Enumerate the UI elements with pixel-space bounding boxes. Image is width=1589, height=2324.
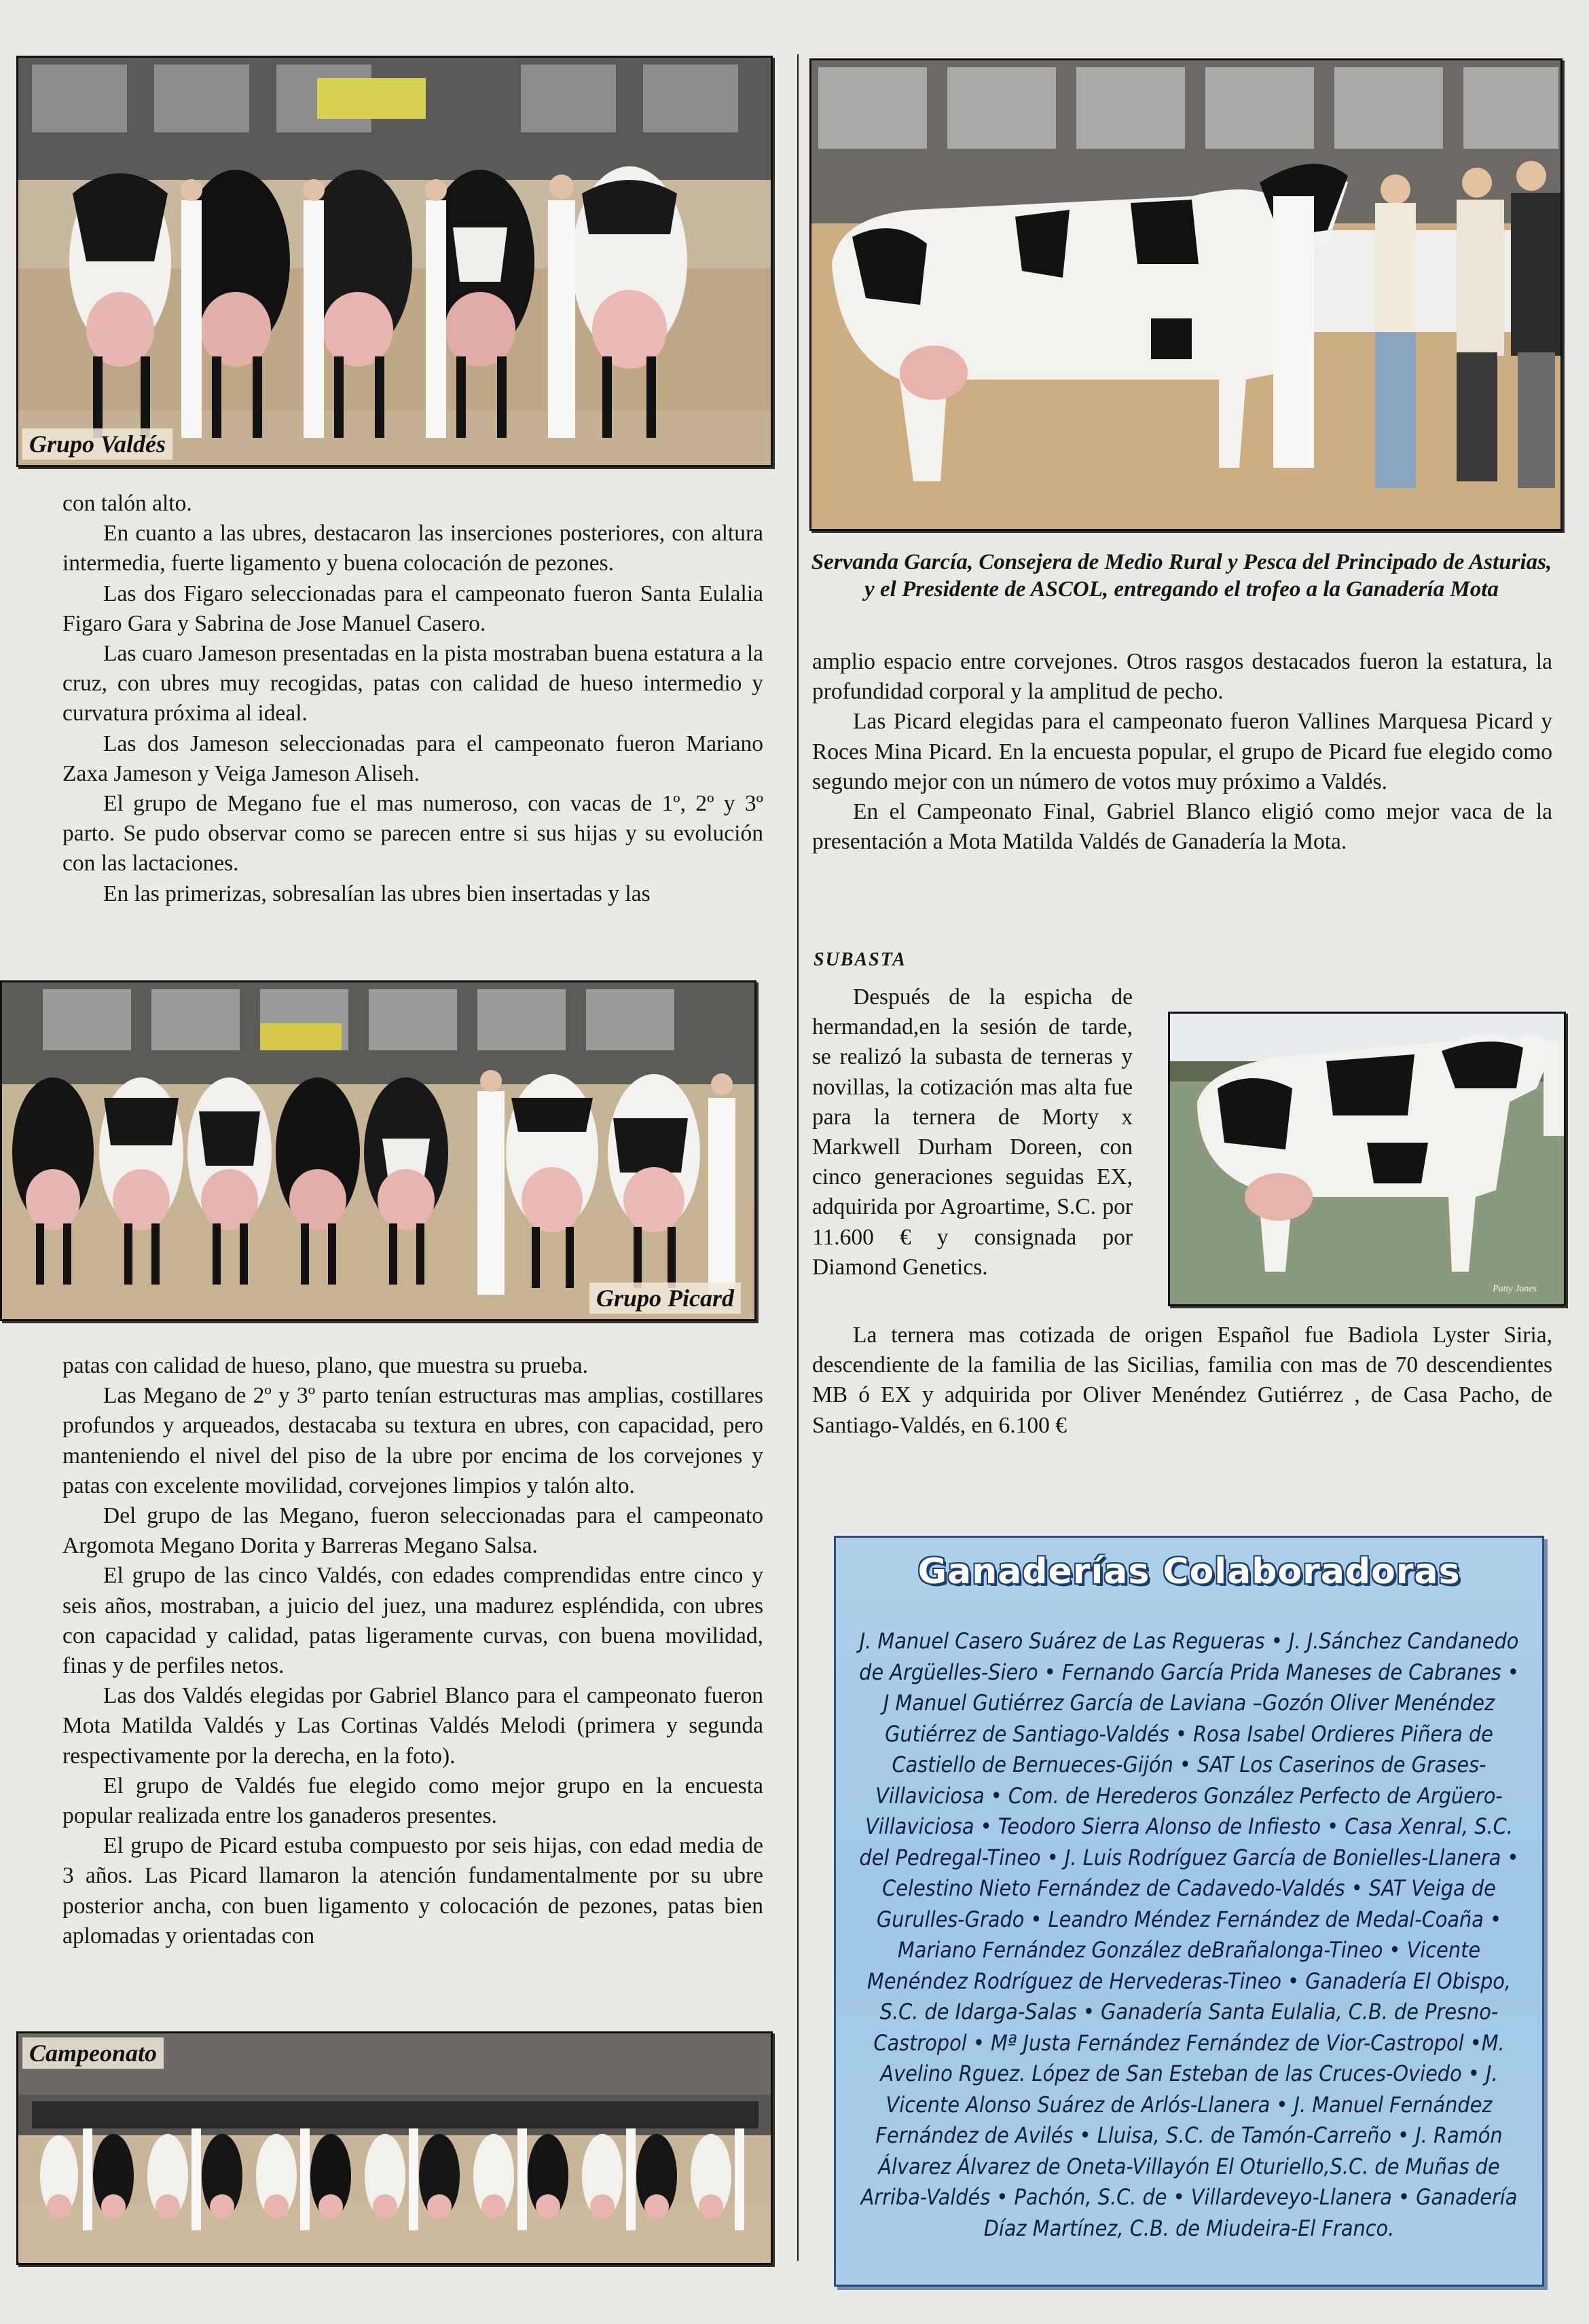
photo-award — [809, 58, 1563, 531]
photo-caption-valdes: Grupo Valdés — [22, 428, 172, 460]
subasta-text-1 — [812, 982, 1133, 1283]
column-divider — [797, 54, 799, 2261]
left-column-text-2 — [62, 1351, 763, 1951]
box-text: J. Manuel Casero Suárez de Las Regueras • J. J.Sánchez Candanedo de Argüelles-Siero • Fernando García Prida Maneses de Cabranes • J Manuel Gutiérrez García de Laviana –Gozón Oliver Menéndez Gutiérrez de Santiago-Valdés • Rosa Isabel Ordieres Piñera de Castiello de Bernueces-Gijón • SAT Los Caserinos de Grases-Villaviciosa • Com. de Herederos González Perfecto de Argüero-Villaviciosa • Teodoro Sierra Alonso de Infiesto • Casa Xenral, S.C. del Pedregal-Tineo • J. Luis Rodríguez García de Bonielles-Llanera • Celestino Nieto Fernández de Cadavedo-Valdés • SAT Veiga de Gurulles-Grado • Leandro Méndez Fernández de Medal-Coaña • Mariano Fernández González deBrañalonga-Tineo • Vicente Menéndez Rodríguez de Hervederas-Tineo • Ganadería El Obispo, S.C. de Idarga-Salas • Ganadería Santa Eulalia, C.B. de Presno-Castropol • Mª Justa Fernández Fernández de Vior-Castropol •M. Avelino Rguez. López de San Esteban de las Cruces-Oviedo • J. Vicente Alonso Suárez de Arlós-Llanera • J. Manuel Fernández Fernández de Avilés • Lluisa, S.C. de Tamón-Carreño • J. Ramón Álvarez Álvarez de Oneta-Villayón El Oturiello,S.C. de Muñas de Arriba-Valdés • Pachón, S.C. de • Villardeveyo-Llanera • Ganadería Díaz Martínez, C.B. de Miudeira-El Franco. — [859, 1628, 1519, 2241]
photo-caption-campeonato: Campeonato — [22, 2037, 164, 2069]
award-photo-caption: Servanda García, Consejera de Medio Rural y Pesca del Principado de Asturias, y el Presidente de ASCOL, entregando el trofeo a la Ganadería Mota — [811, 550, 1552, 602]
paragraph: La ternera mas cotizada de origen Español fue Badiola Lyster Siria, descendiente de la familia de las Sicilias, familia con mas de 70 descendientes MB ó EX y adquirida por Oliver Menéndez Gutiérrez , de Casa Pacho, de Santiago-Valdés, en 6.100 € — [812, 1323, 1552, 1438]
paragraph: Las dos Figaro seleccionadas para el campeonato fueron Santa Eulalia Figaro Gara y Sabrina de Jose Manuel Casero. — [62, 580, 763, 636]
paragraph: Las dos Valdés elegidas por Gabriel Blanco para el campeonato fueron Mota Matilda Valdés y Las Cortinas Valdés Melodi (primera y segunda respectivamente por la derecha, en la foto). — [62, 1683, 763, 1769]
left-column-text-1 — [62, 489, 763, 909]
paragraph: Las cuaro Jameson presentadas en la pista mostraban buena estatura a la cruz, con ubres muy recogidas, patas con calidad de hueso intermedio y curvatura próxima al ideal. — [62, 641, 763, 726]
paragraph: Las Picard elegidas para el campeonato fueron Vallines Marquesa Picard y Roces Mina Picard. En la encuesta popular, el grupo de Picard fue elegido como segundo mejor con un número de votos muy próximo a Valdés. — [812, 709, 1552, 794]
paragraph: Las dos Jameson seleccionadas para el campeonato fueron Mariano Zaxa Jameson y Veiga Jameson Aliseh. — [62, 731, 763, 786]
paragraph: con talón alto. — [62, 491, 192, 516]
ganaderias-colaboradoras-box — [834, 1536, 1544, 2287]
photo-campeonato — [16, 2031, 773, 2265]
paragraph: El grupo de las cinco Valdés, con edades comprendidas entre cinco y seis años, mostraban, a juicio del juez, una madurez espléndida, con ubres con capacidad y calidad, patas ligeramente curvas, con buena movilidad, finas y de perfiles netos. — [62, 1563, 763, 1679]
paragraph: amplio espacio entre corvejones. Otros rasgos destacados fueron la estatura, la profundidad corporal y la amplitud de pecho. — [812, 649, 1552, 705]
photo-signature: Patty Jones — [1493, 1284, 1537, 1294]
photo-grupo-valdes — [16, 56, 773, 467]
photo-cow-image — [1170, 1014, 1564, 1304]
photo-grupo-valdes-image — [18, 58, 771, 465]
paragraph: En el Campeonato Final, Gabriel Blanco eligió como mejor vaca de la presentación a Mota Matilda Valdés de Ganadería la Mota. — [812, 799, 1552, 855]
box-title: Ganaderías Colaboradoras — [917, 1551, 1461, 1592]
photo-grupo-picard-image — [2, 982, 754, 1319]
subasta-text-2 — [812, 1321, 1552, 1441]
paragraph: Las Megano de 2º y 3º parto tenían estructuras mas amplias, costillares profundos y arqueados, destacaba su textura en ubres, con capacidad, pero manteniendo el nivel del piso de la ubre por encima de los corvejones y patas con excelente movilidad, corvejones limpios y talón alto. — [62, 1383, 763, 1498]
paragraph: El grupo de Valdés fue elegido como mejor grupo en la encuesta popular realizada entre los ganaderos presentes. — [62, 1773, 763, 1829]
paragraph: patas con calidad de hueso, plano, que muestra su prueba. — [62, 1353, 588, 1378]
photo-caption-picard: Grupo Picard — [589, 1283, 741, 1314]
paragraph: El grupo de Megano fue el mas numeroso, con vacas de 1º, 2º y 3º parto. Se pudo observar como se parecen entre si sus hijas y su evolución con las lactaciones. — [62, 791, 763, 877]
right-column-text-1 — [812, 647, 1552, 857]
photo-award-image — [811, 60, 1560, 529]
paragraph: En cuanto a las ubres, destacaron las inserciones posteriores, con altura intermedia, fuerte ligamento y buena colocación de pezones. — [62, 521, 763, 576]
photo-cow — [1168, 1012, 1566, 1306]
photo-grupo-picard — [0, 980, 756, 1321]
paragraph: Del grupo de las Megano, fueron seleccionadas para el campeonato Argomota Megano Dorita y Barreras Megano Salsa. — [62, 1503, 763, 1559]
paragraph: Después de la espicha de hermandad,en la sesión de tarde, se realizó la subasta de terneras y novillas, la cotización mas alta fue para la ternera de Morty x Markwell Durham Doreen, con cinco generaciones seguidas EX, adquirida por Agroartime, S.C. por 11.600 € y consignada por Diamond Genetics. — [812, 984, 1133, 1280]
paragraph: El grupo de Picard estuba compuesto por seis hijas, con edad media de 3 años. Las Picard llamaron la atención fundamentalmente por su ubre posterior ancha, con buen ligamento y colocación de pezones, patas bien aplomadas y orientadas con — [62, 1833, 763, 1949]
subasta-heading: SUBASTA — [814, 949, 907, 970]
paragraph: En las primerizas, sobresalían las ubres bien insertadas y las — [103, 881, 651, 906]
